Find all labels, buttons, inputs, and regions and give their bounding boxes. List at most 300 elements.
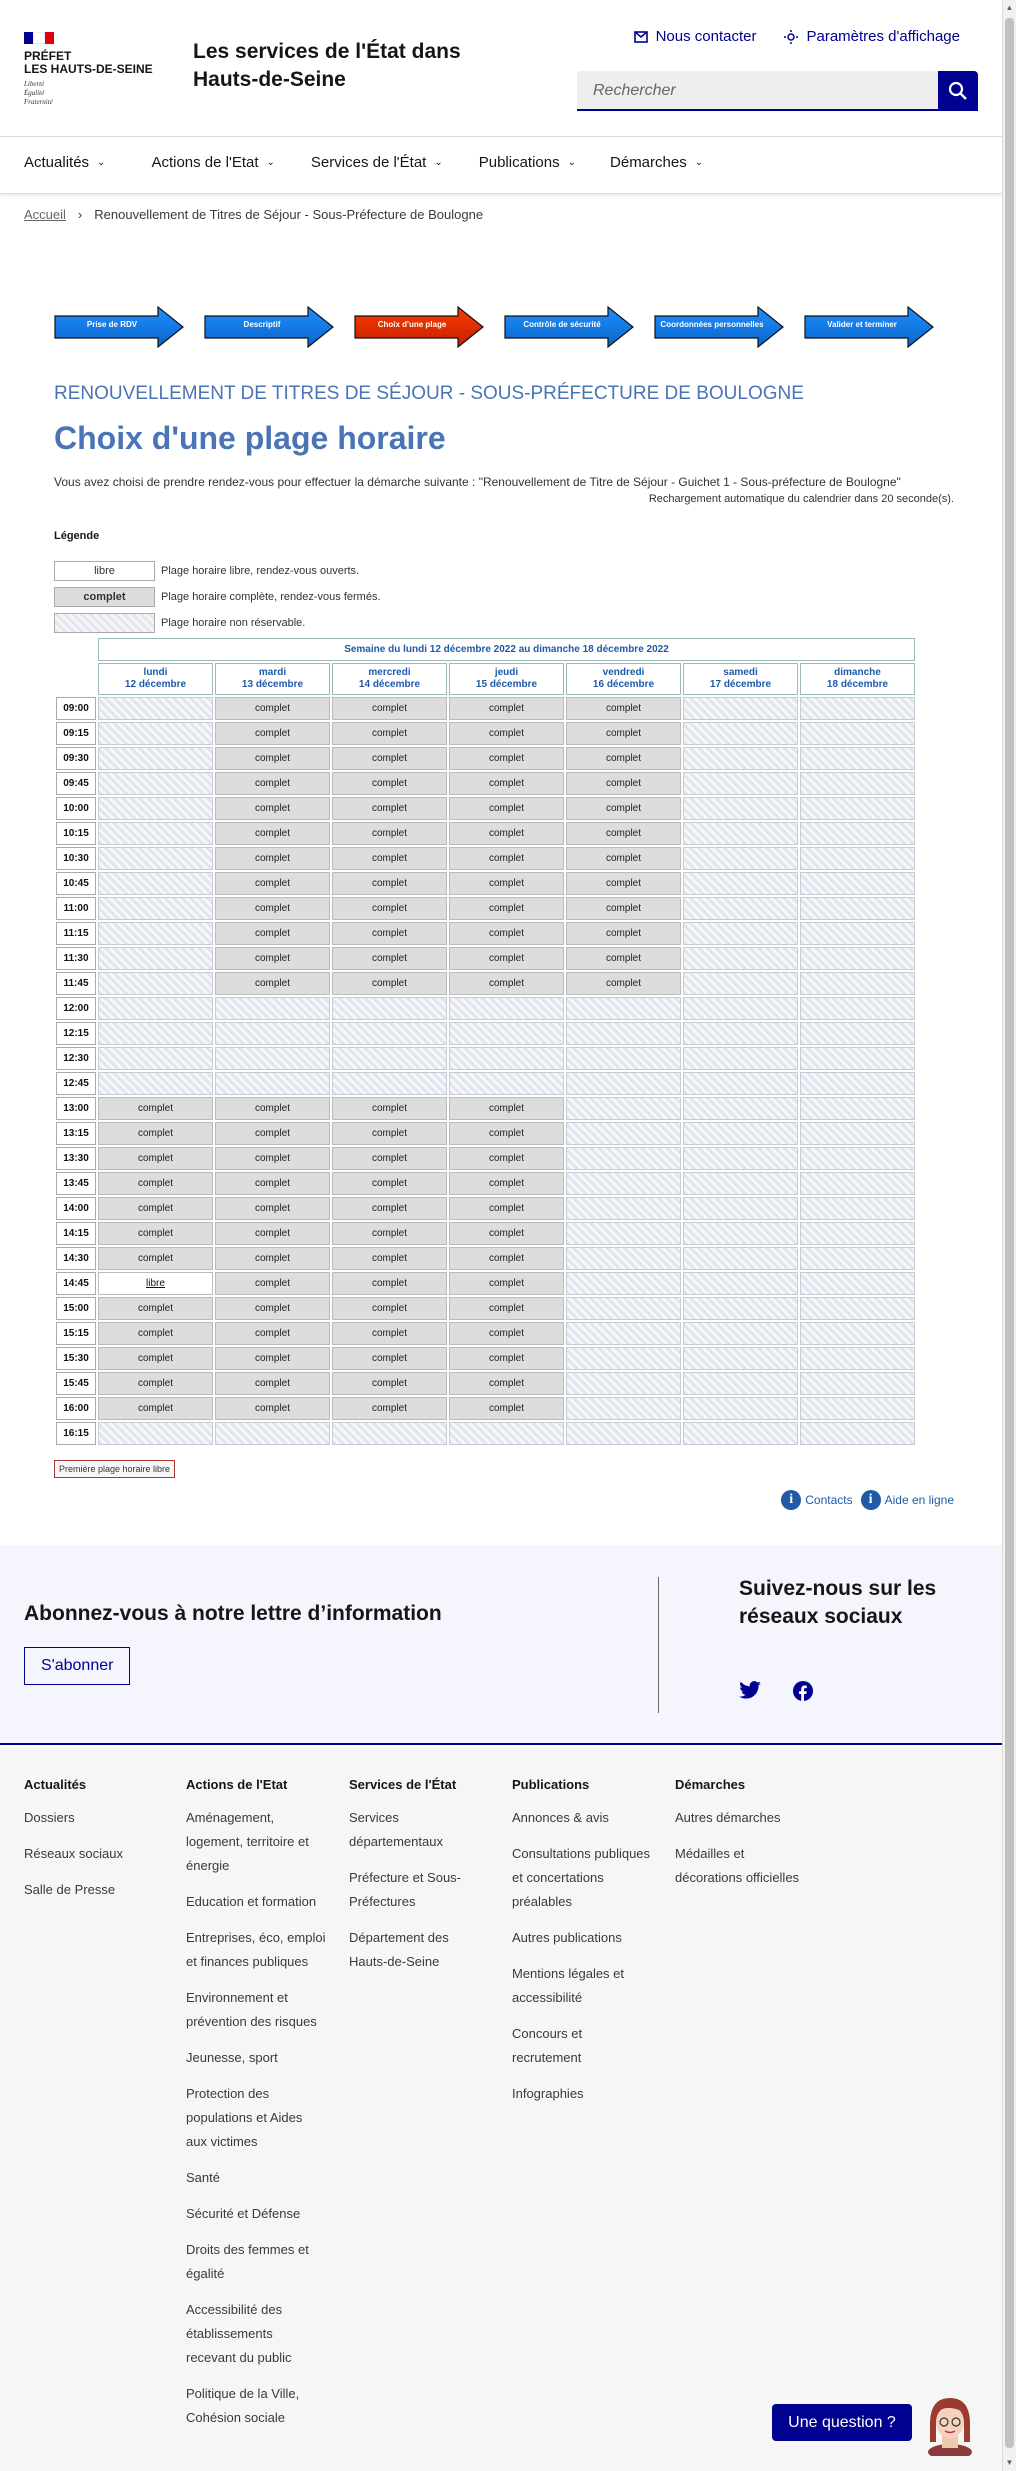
day-header-row xyxy=(56,663,915,695)
slot-full: complet xyxy=(449,847,564,870)
slot-unavailable xyxy=(800,1047,915,1070)
facebook-icon[interactable] xyxy=(793,1681,813,1701)
footer-link[interactable]: Préfecture et Sous-Préfectures xyxy=(349,1870,461,1909)
slot-full: complet xyxy=(566,797,681,820)
slot-full: complet xyxy=(215,747,330,770)
slot-unavailable xyxy=(800,1147,915,1170)
slot-full: complet xyxy=(449,747,564,770)
slot-unavailable xyxy=(449,997,564,1020)
slot-full: complet xyxy=(566,697,681,720)
slot-full: complet xyxy=(449,1322,564,1345)
slot-full: complet xyxy=(332,1147,447,1170)
slot-full: complet xyxy=(332,1172,447,1195)
info-icon: i xyxy=(781,1490,801,1510)
slot-full: complet xyxy=(449,722,564,745)
divider xyxy=(658,1577,659,1713)
slot-full: complet xyxy=(332,1347,447,1370)
time-row xyxy=(56,1247,915,1270)
chatbot-avatar-icon[interactable] xyxy=(924,2394,976,2456)
prefet-logo[interactable] xyxy=(24,32,164,107)
time-row xyxy=(56,972,915,995)
time-label: 13:15 xyxy=(56,1122,96,1145)
slot-unavailable xyxy=(566,1347,681,1370)
footer-link[interactable]: Médailles et décorations officielles xyxy=(675,1846,800,1885)
slot-unavailable xyxy=(566,1147,681,1170)
slot-full: complet xyxy=(449,1197,564,1220)
slot-unavailable xyxy=(98,1022,213,1045)
slot-unavailable xyxy=(800,1097,915,1120)
time-row xyxy=(56,797,915,820)
newsletter-title: Abonnez-vous à notre lettre d’information xyxy=(24,1602,442,1625)
slot-unavailable xyxy=(683,1022,798,1045)
step-2 xyxy=(204,306,334,348)
slot-unavailable xyxy=(566,1297,681,1320)
time-row xyxy=(56,822,915,845)
legend-na-swatch xyxy=(54,613,155,633)
nav-services[interactable] xyxy=(311,138,443,187)
slot-unavailable xyxy=(683,822,798,845)
day-date: 15 décembre xyxy=(475,679,538,690)
slot-unavailable xyxy=(800,797,915,820)
slot-unavailable xyxy=(683,1097,798,1120)
slot-full: complet xyxy=(449,897,564,920)
nav-publications[interactable] xyxy=(479,138,576,187)
slot-full: complet xyxy=(332,1097,447,1120)
footer-link[interactable]: Entreprises, éco, emploi et finances publiques xyxy=(186,1930,326,1969)
legend-full-swatch: complet xyxy=(54,587,155,607)
contacts-label: Contacts xyxy=(805,1493,853,1507)
day-name: mercredi xyxy=(368,667,411,678)
legend-free xyxy=(54,561,359,581)
time-row xyxy=(56,1272,915,1295)
footer-link[interactable]: Autres publications xyxy=(512,1930,622,1945)
slot-unavailable xyxy=(98,1072,213,1095)
slot-unavailable xyxy=(98,747,213,770)
search-bar xyxy=(577,71,978,111)
marianne-flag-icon xyxy=(24,32,54,44)
time-label: 16:00 xyxy=(56,1397,96,1420)
step-6 xyxy=(804,306,934,348)
breadcrumb xyxy=(24,207,483,222)
time-label: 11:00 xyxy=(56,897,96,920)
slot-unavailable xyxy=(683,1072,798,1095)
slot-unavailable xyxy=(566,1172,681,1195)
slot-full: complet xyxy=(215,897,330,920)
slot-unavailable xyxy=(566,1422,681,1445)
slot-full: complet xyxy=(332,772,447,795)
footer-link[interactable]: Jeunesse, sport xyxy=(186,2050,278,2065)
legend-full-text: Plage horaire complète, rendez-vous fermés. xyxy=(161,591,381,603)
time-row xyxy=(56,697,915,720)
slot-unavailable xyxy=(800,1197,915,1220)
slot-unavailable xyxy=(683,1047,798,1070)
day-header xyxy=(215,663,330,695)
nav-label: Démarches xyxy=(610,154,687,171)
footer-heading[interactable]: Actions de l'Etat xyxy=(186,1777,288,1792)
time-label: 10:45 xyxy=(56,872,96,895)
time-label: 15:15 xyxy=(56,1322,96,1345)
footer-link[interactable]: Mentions légales et accessibilité xyxy=(512,1966,625,2005)
step-1 xyxy=(54,306,184,348)
slot-full: complet xyxy=(98,1322,213,1345)
search-icon xyxy=(948,81,968,101)
slot-full: complet xyxy=(449,872,564,895)
slot-unavailable xyxy=(800,822,915,845)
slot-full: complet xyxy=(332,797,447,820)
slot-unavailable xyxy=(683,1272,798,1295)
time-label: 15:45 xyxy=(56,1372,96,1395)
slot-full: complet xyxy=(332,947,447,970)
contact-link[interactable] xyxy=(634,28,757,45)
slot-unavailable xyxy=(800,972,915,995)
slot-unavailable xyxy=(332,1422,447,1445)
slot-full: complet xyxy=(332,1197,447,1220)
day-date: 17 décembre xyxy=(709,679,772,690)
time-label: 10:15 xyxy=(56,822,96,845)
sun-icon xyxy=(784,30,798,44)
slot-full: complet xyxy=(449,1172,564,1195)
slot-full: complet xyxy=(566,847,681,870)
slot-unavailable xyxy=(566,997,681,1020)
nav-label: Actions de l'Etat xyxy=(151,154,259,171)
newsletter-section xyxy=(0,1545,1002,1745)
slot-unavailable xyxy=(683,1422,798,1445)
header-tools xyxy=(634,28,960,45)
display-settings-link[interactable] xyxy=(784,28,960,45)
slot-full: complet xyxy=(449,1297,564,1320)
slot-full: complet xyxy=(215,1147,330,1170)
time-label: 14:30 xyxy=(56,1247,96,1270)
day-name: jeudi xyxy=(494,667,519,678)
slot-full: complet xyxy=(215,847,330,870)
slot-full: complet xyxy=(98,1197,213,1220)
slot-full: complet xyxy=(215,722,330,745)
slot-full: complet xyxy=(566,972,681,995)
nav-label: Publications xyxy=(478,154,560,171)
footer-link[interactable]: Accessibilité des établissements recevant du public xyxy=(186,2302,292,2365)
time-label: 10:30 xyxy=(56,847,96,870)
step-label: Valider et terminer xyxy=(827,320,897,329)
slot-full: complet xyxy=(332,1397,447,1420)
slot-unavailable xyxy=(98,722,213,745)
chat-button[interactable]: Une question ? xyxy=(772,2404,912,2441)
slot-full: complet xyxy=(215,1272,330,1295)
footer-column xyxy=(512,1777,652,2118)
slot-unavailable xyxy=(683,997,798,1020)
slot-unavailable xyxy=(98,1047,213,1070)
slot-unavailable xyxy=(98,947,213,970)
slot-full: complet xyxy=(566,947,681,970)
slot-full: complet xyxy=(332,1222,447,1245)
slot-unavailable xyxy=(566,1072,681,1095)
slot-unavailable xyxy=(683,1397,798,1420)
slot-unavailable xyxy=(332,1022,447,1045)
footer-heading[interactable]: Publications xyxy=(512,1777,590,1792)
social-links xyxy=(739,1681,813,1701)
slot-unavailable xyxy=(98,972,213,995)
time-row xyxy=(56,1172,915,1195)
slot-full: complet xyxy=(566,922,681,945)
slot-full: complet xyxy=(215,1297,330,1320)
day-name: mardi xyxy=(258,667,287,678)
breadcrumb-home[interactable]: Accueil xyxy=(24,207,66,222)
footer-link[interactable]: Sécurité et Défense xyxy=(186,2206,301,2221)
prefet-label: PRÉFET LES HAUTS-DE-SEINE xyxy=(24,49,153,76)
slot-full: complet xyxy=(332,922,447,945)
slot-full: complet xyxy=(215,1122,330,1145)
week-label: Semaine du lundi 12 décembre 2022 au dimanche 18 décembre 2022 xyxy=(98,638,915,661)
description: Vous avez choisi de prendre rendez-vous pour effectuer la démarche suivante : "Renouvellement de Titre de Séjour - Guichet 1 - Sous-préfecture de Boulogne" xyxy=(54,475,901,489)
footer-heading[interactable]: Actualités xyxy=(24,1777,87,1792)
footer-heading[interactable]: Démarches xyxy=(675,1777,746,1792)
footer-link[interactable]: Autres démarches xyxy=(675,1810,781,1825)
slot-full: complet xyxy=(215,1322,330,1345)
motto xyxy=(24,80,164,107)
scroll-up-icon[interactable]: ▲ xyxy=(1005,3,1014,12)
slot-full: complet xyxy=(332,872,447,895)
slot-unavailable xyxy=(215,997,330,1020)
time-row xyxy=(56,1397,915,1420)
slot-full: complet xyxy=(449,1347,564,1370)
slot-full: complet xyxy=(332,1247,447,1270)
search-input[interactable]: Rechercher xyxy=(577,71,938,111)
day-name: samedi xyxy=(723,667,758,678)
slot-unavailable xyxy=(800,1222,915,1245)
time-label: 09:30 xyxy=(56,747,96,770)
time-row xyxy=(56,1347,915,1370)
slot-full: complet xyxy=(98,1097,213,1120)
slot-full: complet xyxy=(449,947,564,970)
slot-unavailable xyxy=(683,1347,798,1370)
scroll-down-icon[interactable]: ▼ xyxy=(1005,2458,1014,2467)
slot-free[interactable] xyxy=(98,1272,213,1295)
time-row xyxy=(56,722,915,745)
calendar-corner xyxy=(56,663,96,695)
footer-link[interactable]: Services départementaux xyxy=(349,1810,443,1849)
step-label: Descriptif xyxy=(243,320,281,329)
slot-full: complet xyxy=(98,1397,213,1420)
footer-link[interactable]: Santé xyxy=(186,2170,220,2185)
first-free-slot-button[interactable]: Première plage horaire libre xyxy=(54,1460,175,1478)
slot-full: complet xyxy=(449,1097,564,1120)
slot-full: complet xyxy=(332,972,447,995)
time-label: 13:45 xyxy=(56,1172,96,1195)
time-label: 09:45 xyxy=(56,772,96,795)
site-title[interactable]: Les services de l'État dans Hauts-de-Seine xyxy=(193,40,461,91)
slot-unavailable xyxy=(800,1397,915,1420)
time-label: 12:30 xyxy=(56,1047,96,1070)
slot-full: complet xyxy=(215,947,330,970)
slot-unavailable xyxy=(683,897,798,920)
slot-unavailable xyxy=(98,847,213,870)
slot-unavailable xyxy=(800,1272,915,1295)
day-header xyxy=(332,663,447,695)
time-label: 15:30 xyxy=(56,1347,96,1370)
slot-unavailable xyxy=(566,1047,681,1070)
slot-unavailable xyxy=(800,1372,915,1395)
time-row xyxy=(56,897,915,920)
slot-full: complet xyxy=(215,772,330,795)
slot-full: complet xyxy=(449,697,564,720)
footer-link[interactable]: Consultations publiques et concertations préalables xyxy=(512,1846,651,1909)
online-help-link[interactable] xyxy=(861,1490,954,1510)
scrollbar-thumb[interactable] xyxy=(1005,18,1014,2448)
slot-full: complet xyxy=(215,1372,330,1395)
motto-liberte: Liberté xyxy=(24,80,45,88)
legend-na-text: Plage horaire non réservable. xyxy=(161,617,306,629)
slot-full: complet xyxy=(449,1372,564,1395)
slot-unavailable xyxy=(98,797,213,820)
slot-unavailable xyxy=(683,772,798,795)
chevron-down-icon: ⌄ xyxy=(694,157,704,168)
slot-unavailable xyxy=(566,1372,681,1395)
footer-link[interactable]: Droits des femmes et égalité xyxy=(186,2242,309,2281)
day-date: 12 décembre xyxy=(124,679,187,690)
time-row xyxy=(56,947,915,970)
slot-unavailable xyxy=(800,1347,915,1370)
slot-unavailable xyxy=(800,1022,915,1045)
time-label: 11:45 xyxy=(56,972,96,995)
slot-full: complet xyxy=(449,772,564,795)
day-date: 13 décembre xyxy=(241,679,304,690)
slot-full: complet xyxy=(215,922,330,945)
step-3 xyxy=(354,306,484,348)
footer-link[interactable]: Protection des populations et Aides aux victimes xyxy=(186,2086,303,2149)
nav-actualites[interactable] xyxy=(24,138,105,187)
subscribe-button[interactable]: S'abonner xyxy=(24,1647,130,1685)
time-label: 11:15 xyxy=(56,922,96,945)
footer-link[interactable]: Salle de Presse xyxy=(24,1882,116,1897)
slot-unavailable xyxy=(215,1022,330,1045)
footer-link[interactable]: Politique de la Ville, Cohésion sociale xyxy=(186,2386,300,2425)
breadcrumb-current: Renouvellement de Titres de Séjour - Sous-Préfecture de Boulogne xyxy=(94,207,484,222)
chevron-down-icon: ⌄ xyxy=(266,157,275,168)
footer-link[interactable]: Education et formation xyxy=(186,1894,317,1909)
slot-unavailable xyxy=(800,1072,915,1095)
time-label: 13:30 xyxy=(56,1147,96,1170)
slot-unavailable xyxy=(683,922,798,945)
slot-free-link[interactable]: libre xyxy=(146,1278,165,1289)
slot-unavailable xyxy=(566,1247,681,1270)
slot-unavailable xyxy=(683,697,798,720)
footer-link[interactable]: Annonces & avis xyxy=(512,1810,609,1825)
slot-full: complet xyxy=(215,1197,330,1220)
step-label: Contrôle de sécurité xyxy=(523,320,601,329)
slot-full: complet xyxy=(215,1397,330,1420)
slot-unavailable xyxy=(449,1022,564,1045)
time-row xyxy=(56,997,915,1020)
footer-link[interactable]: Concours et recrutement xyxy=(512,2026,583,2065)
slot-full: complet xyxy=(332,1122,447,1145)
slot-unavailable xyxy=(800,1422,915,1445)
slot-unavailable xyxy=(566,1272,681,1295)
slot-unavailable xyxy=(800,847,915,870)
time-row xyxy=(56,1297,915,1320)
slot-unavailable xyxy=(566,1397,681,1420)
slot-unavailable xyxy=(683,847,798,870)
slot-unavailable xyxy=(683,1372,798,1395)
contacts-link[interactable] xyxy=(781,1490,852,1510)
slot-unavailable xyxy=(566,1322,681,1345)
footer-link[interactable]: Département des Hauts-de-Seine xyxy=(349,1930,449,1969)
search-button[interactable] xyxy=(938,71,978,111)
chevron-down-icon: ⌄ xyxy=(434,157,443,168)
time-label: 15:00 xyxy=(56,1297,96,1320)
slot-unavailable xyxy=(800,1247,915,1270)
legend-free-text: Plage horaire libre, rendez-vous ouverts. xyxy=(161,565,360,577)
footer-link[interactable]: Réseaux sociaux xyxy=(24,1846,123,1861)
footer-heading[interactable]: Services de l'État xyxy=(349,1777,457,1792)
nav-demarches[interactable] xyxy=(610,138,703,187)
day-date: 14 décembre xyxy=(358,679,421,690)
footer-link[interactable]: Infographies xyxy=(512,2086,584,2101)
time-row xyxy=(56,1147,915,1170)
slot-unavailable xyxy=(98,922,213,945)
slot-full: complet xyxy=(98,1372,213,1395)
nav-label: Actualités xyxy=(24,154,90,171)
slot-full: complet xyxy=(215,797,330,820)
procedure-title: RENOUVELLEMENT DE TITRES DE SÉJOUR - SOUS-PRÉFECTURE DE BOULOGNE xyxy=(54,383,804,404)
slot-full: complet xyxy=(215,1097,330,1120)
slot-full: complet xyxy=(332,1372,447,1395)
time-label: 11:30 xyxy=(56,947,96,970)
day-name: lundi xyxy=(143,667,168,678)
footer-link[interactable]: Dossiers xyxy=(24,1810,75,1825)
slot-full: complet xyxy=(215,697,330,720)
chevron-right-icon: › xyxy=(77,207,83,222)
online-help-label: Aide en ligne xyxy=(884,1493,954,1507)
time-label: 09:00 xyxy=(56,697,96,720)
info-icon: i xyxy=(861,1490,881,1510)
step-label: Choix d'une plage xyxy=(377,320,447,329)
slot-full: complet xyxy=(566,722,681,745)
slot-full: complet xyxy=(332,1272,447,1295)
motto-fraternite: Fraternité xyxy=(24,98,53,106)
step-label: Coordonnées personnelles xyxy=(660,320,764,329)
slot-full: complet xyxy=(449,797,564,820)
footer-link[interactable]: Environnement et prévention des risques xyxy=(186,1990,317,2029)
time-label: 12:45 xyxy=(56,1072,96,1095)
time-row xyxy=(56,922,915,945)
day-header xyxy=(566,663,681,695)
slot-unavailable xyxy=(800,697,915,720)
slot-unavailable xyxy=(683,1247,798,1270)
calendar-table xyxy=(54,636,917,1447)
time-label: 14:00 xyxy=(56,1197,96,1220)
slot-unavailable xyxy=(800,1322,915,1345)
twitter-icon[interactable] xyxy=(739,1681,761,1699)
slot-unavailable xyxy=(332,997,447,1020)
footer-link[interactable]: Aménagement, logement, territoire et énergie xyxy=(186,1810,309,1873)
slot-full: complet xyxy=(215,1222,330,1245)
time-row xyxy=(56,1072,915,1095)
day-date: 18 décembre xyxy=(826,679,889,690)
footer xyxy=(0,1747,1002,2471)
slot-unavailable xyxy=(566,1222,681,1245)
slot-unavailable xyxy=(98,897,213,920)
slot-full: complet xyxy=(566,747,681,770)
slot-full: complet xyxy=(449,1222,564,1245)
slot-unavailable xyxy=(683,1322,798,1345)
slot-unavailable xyxy=(566,1022,681,1045)
scrollbar[interactable] xyxy=(1002,0,1016,2471)
slot-full: complet xyxy=(449,922,564,945)
slot-full: complet xyxy=(98,1247,213,1270)
day-header xyxy=(98,663,213,695)
slot-unavailable xyxy=(683,1147,798,1170)
nav-actions[interactable] xyxy=(151,138,274,187)
slot-full: complet xyxy=(566,897,681,920)
